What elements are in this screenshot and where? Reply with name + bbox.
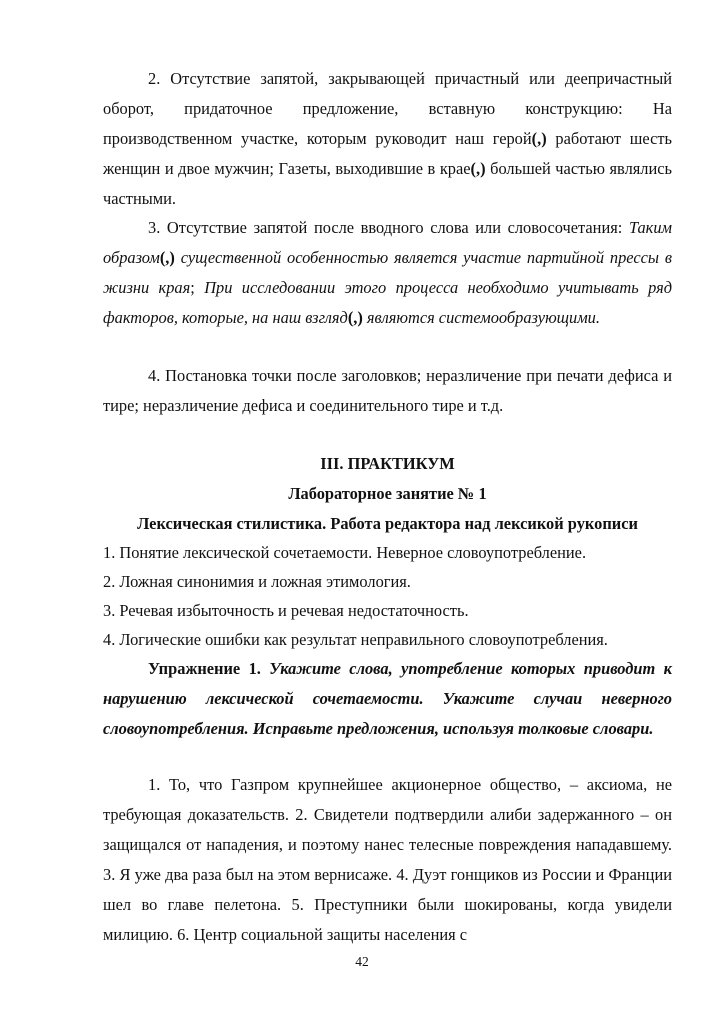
list-item: 4. Логические ошибки как результат неправильного словоупотребления. — [103, 630, 608, 649]
exercise-text: 1. То, что Газпром крупнейшее акционерное общество, – аксиома, не требующая доказательств. 2. Свидетели подтвердили алиби задержанного – он защищался от нападения, и поэтому нанес телесные повреждения нападавшему. 3. Я уже два раза был на этом вернисаже. 4. Дуэт гонщиков из России и Франции шел во главе пелетона. 5. Преступники были шокированы, когда увидели милицию. 6. Центр социальной защиты населения с — [103, 775, 672, 944]
page-number: 42 — [355, 954, 369, 969]
example-text: Таким образом — [103, 218, 672, 267]
paragraph-missing-comma-clause — [103, 64, 672, 214]
lab-title: Лабораторное занятие № 1 — [288, 484, 487, 503]
lab-subtitle: Лексическая стилистика. Работа редактора над лексикой рукописи — [137, 514, 638, 533]
exercise-task — [103, 654, 672, 744]
paragraph-text: 2. Отсутствие запятой, закрывающей причастный или деепричастный оборот, придаточное предложение, вставную конструкцию: На производственном участке, которым руководит наш герой — [103, 69, 672, 148]
paragraph-headings-dashes: 4. Постановка точки после заголовков; неразличение при печати дефиса и тире; неразличение дефиса и соединительного тире и т.д. — [103, 366, 672, 415]
exercise-label: Упражнение 1. — [148, 659, 261, 678]
paragraph-missing-comma-introductory — [103, 213, 672, 333]
example-text: являются системообразующими. — [362, 308, 600, 327]
comma-mark: (,) — [347, 308, 363, 327]
paragraph-text: ; — [190, 278, 205, 297]
comma-mark: (,) — [470, 159, 486, 178]
paragraph-text: 3. Отсутствие запятой после вводного слова или словосочетания: — [148, 218, 629, 237]
comma-mark: (,) — [159, 248, 175, 267]
example-text: При исследовании этого процесса необходимо учитывать ряд факторов, которые, на наш взгляд — [103, 278, 673, 327]
list-item: 3. Речевая избыточность и речевая недостаточность. — [103, 601, 469, 620]
exercise-instruction: Укажите слова, употребление которых приводит к нарушению лексической сочетаемости. Укажите случаи неверного словоупотребления. Исправьте предложения, используя толковые словари. — [103, 659, 672, 738]
example-text: существенной особенностью является участие партийной прессы в жизни края — [103, 248, 672, 297]
list-item: 2. Ложная синонимия и ложная этимология. — [103, 572, 411, 591]
list-item: 1. Понятие лексической сочетаемости. Неверное словоупотребление. — [103, 543, 587, 562]
comma-mark: (,) — [531, 129, 547, 148]
paragraph-text: большей частью являлись частными. — [103, 159, 672, 208]
paragraph-text: работают шесть женщин и двое мужчин; Газеты, выходившие в крае — [103, 129, 673, 178]
section-title: III. ПРАКТИКУМ — [320, 454, 455, 473]
